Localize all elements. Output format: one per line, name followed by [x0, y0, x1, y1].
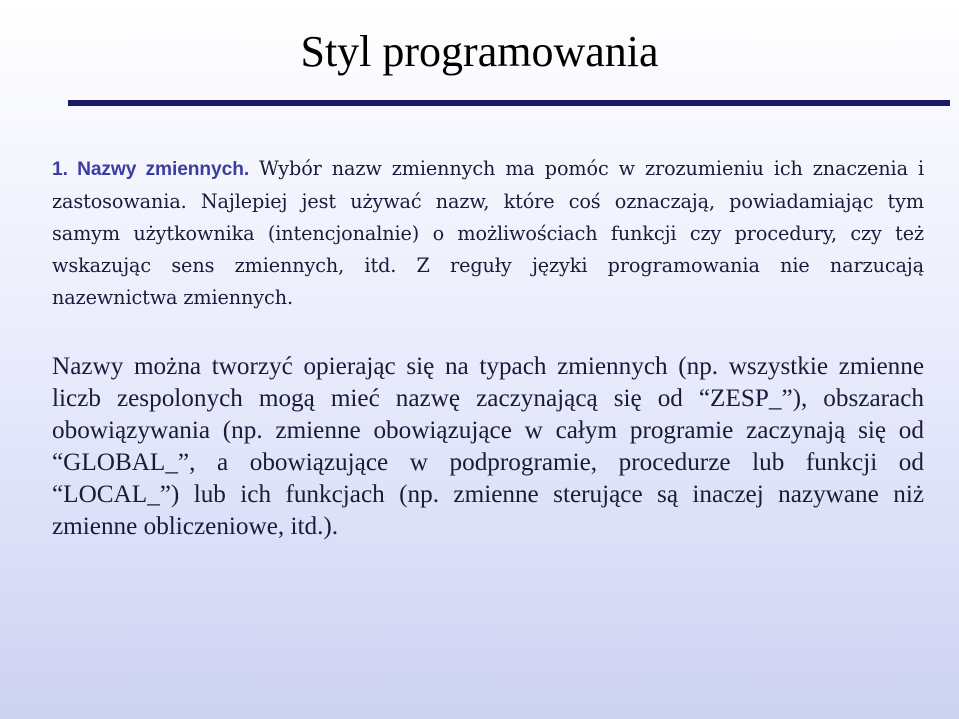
paragraph-variable-names — [52, 153, 924, 314]
section-heading: 1. Nazwy zmiennych. — [52, 159, 250, 180]
title-divider — [68, 100, 950, 106]
paragraph-text: Wybór nazw zmiennych ma pomóc w zrozumieniu ich znaczenia i zastosowania. Najlepiej jest używać nazw, które coś oznaczają, powiadamiając tym samym użytkownika (intencjonalnie) o możliwościach funkcji czy procedury, czy też wskazując sens zmiennych, itd. Z reguły języki programowania nie narzucają nazewnictwa zmiennych. — [52, 157, 924, 309]
paragraph-naming-conventions: Nazwy można tworzyć opierając się na typach zmiennych (np. wszystkie zmienne liczb zespolonych mogą mieć nazwę zaczynającą się od “ZESP_”), obszarach obowiązywania (np. zmienne obowiązujące w całym programie zaczynają się od “GLOBAL_”, a obowiązujące w podprogramie, procedurze lub funkcji od “LOCAL_”) lub ich funkcjach (np. zmienne sterujące są inaczej nazywane niż zmienne obliczeniowe, itd.). — [52, 353, 924, 540]
slide-title: Styl programowania — [300, 27, 659, 76]
